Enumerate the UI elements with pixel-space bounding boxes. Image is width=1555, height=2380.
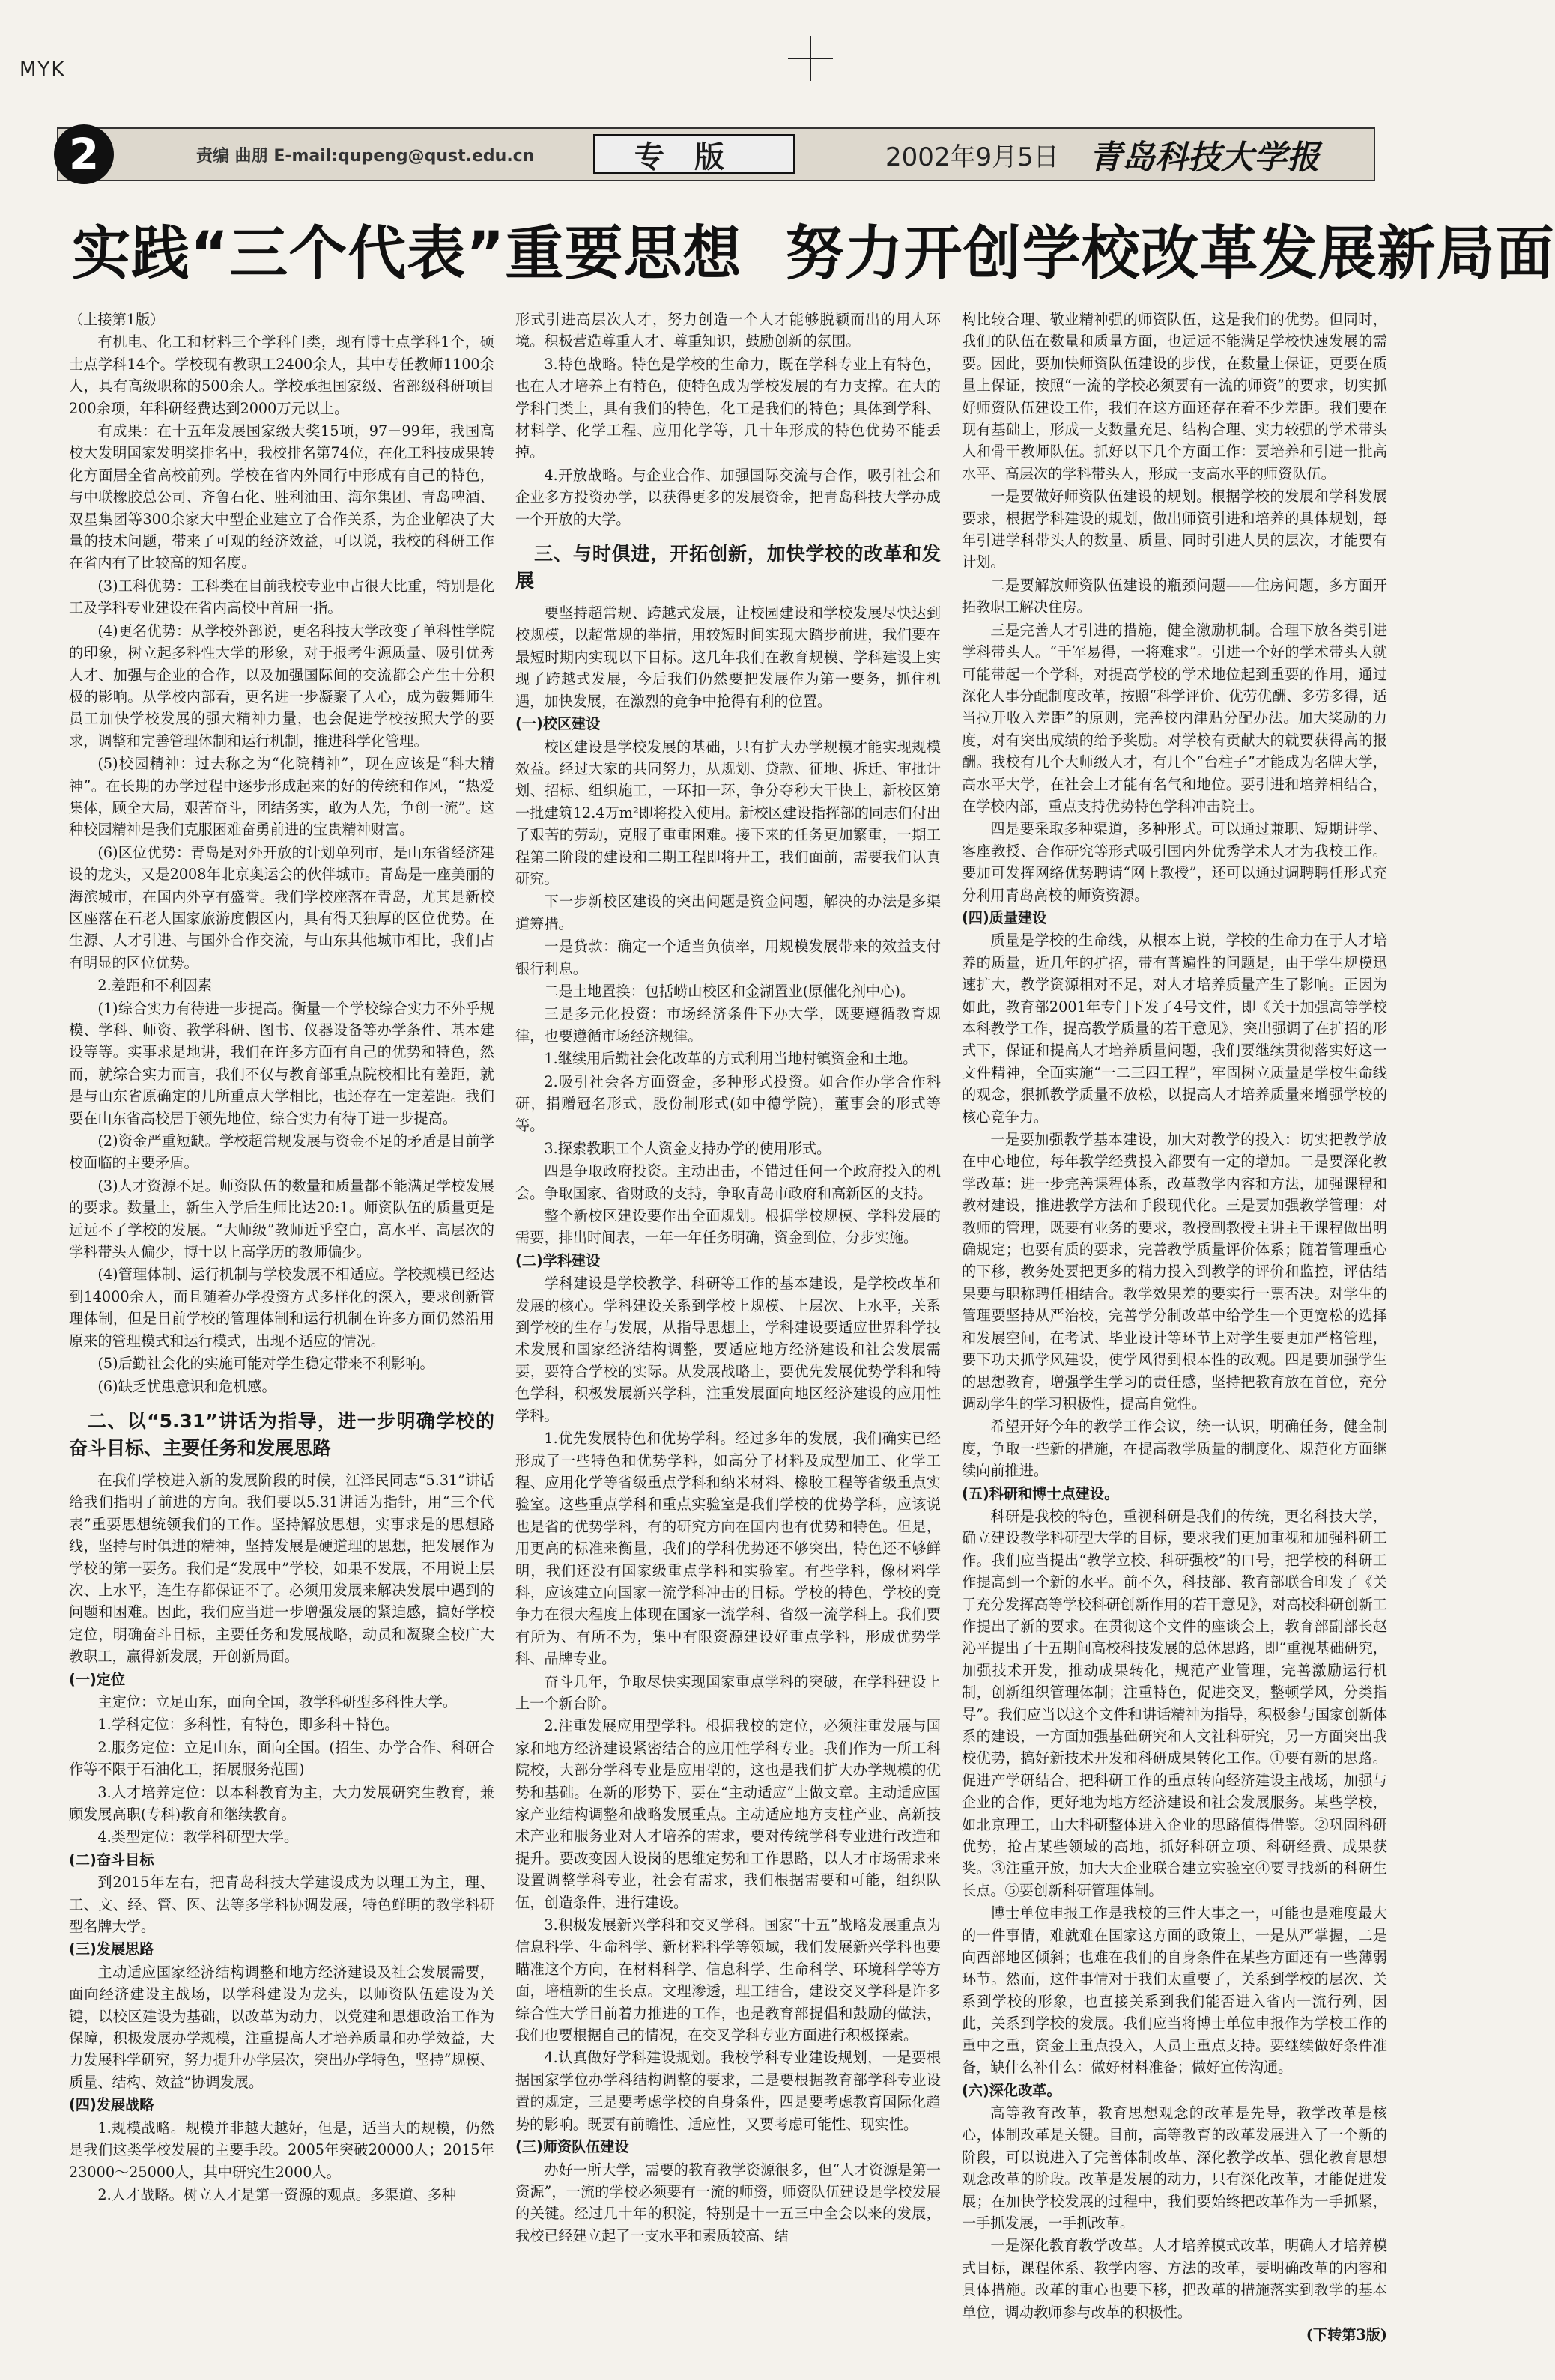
paragraph: 主动适应国家经济结构调整和地方经济建设及社会发展需要，面向经济建设主战场，以学科建设为龙头，以师资队伍建设为关键，以校区建设为基础，以改革为动力，以党建和思想政治工作为保障，积极发展办学规模，注重提高人才培养质量和办学效益，大力发展科学研究，努力提升办学层次，突出办学特色，坚持“规模、质量、结构、效益”协调发展。 (69, 1963, 494, 2091)
section-heading: 二、以“5.31”讲话为指导，进一步明确学校的奋斗目标、主要任务和发展思路 (69, 1409, 494, 1459)
paragraph: (1)综合实力有待进一步提高。衡量一个学校综合实力不外乎规模、学科、师资、教学科研、图书、仪器设备等办学条件、基本建设等等。实事求是地讲，我们在许多方面有自己的优势和特色，然而，就综合实力而言，我们不仅与教育部重点院校相比有差距，就是与山东省原确定的几所重点大学相比，也还存在一定差距。我们要在山东省高校居于领先地位，综合实力有待于进一步提高。 (69, 999, 494, 1127)
paragraph: 2.服务定位：立足山东，面向全国。(招生、办学合作、科研合作等不限于石油化工，拓展服务范围) (69, 1738, 494, 1779)
article-body (69, 309, 1387, 2353)
subsection-heading: (五)科研和博士点建设。 (962, 1484, 1119, 1502)
paragraph: 在我们学校进入新的发展阶段的时候，江泽民同志“5.31”讲话给我们指明了前进的方向。我们要以5.31讲话为指针，用“三个代表”重要思想统领我们的工作。坚持解放思想，实事求是的思想路线，坚持与时俱进的精神，坚持发展是硬道理的思想，把发展作为学校的第一要务。我们是“发展中”学校，如果不发展，不用说上层次、上水平，连生存都保证不了。必须用发展来解决发展中遇到的问题和困难。因此，我们应当进一步增强发展的紧迫感，搞好学校定位，明确奋斗目标，主要任务和发展战略，动员和凝聚全校广大教职工，赢得新发展，开创新局面。 (69, 1471, 494, 1666)
page-number-badge: 2 (54, 124, 114, 184)
paragraph: 希望开好今年的教学工作会议，统一认识，明确任务，健全制度，争取一些新的措施，在提高教学质量的制度化、规范化方面继续向前推进。 (962, 1418, 1387, 1480)
paragraph: (4)更名优势：从学校外部说，更名科技大学改变了单科性学院的印象，树立起多科性大学的形象，对于报考生源质量、吸引优秀人才、加强与企业的合作，以及加强国际间的交流都会产生十分积极的影响。从学校内部看，更名进一步凝聚了人心，成为鼓舞师生员工加快学校发展的强大精神力量，也会促进学校按照大学的要求，调整和完善管理体制和运行机制，推进科学化管理。 (69, 622, 494, 750)
paragraph: 一是贷款：确定一个适当负债率，用规模发展带来的效益支付银行利息。 (515, 938, 941, 977)
paragraph: 构比较合理、敬业精神强的师资队伍，这是我们的优势。但同时，我们的队伍在数量和质量方面，也远远不能满足学校快速发展的需要。因此，要加快师资队伍建设的步伐，在数量上保证，更要在质量上保证，按照“一流的学校必须要有一流的师资”的要求，切实抓好师资队伍建设工作，我们在这方面还存在着不少差距。我们要在现有基础上，形成一支数量充足、结构合理、实力较强的学术带头人和骨干教师队伍。抓好以下几个方面工作：要培养和引进一批高水平、高层次的学科带头人，形成一支高水平的师资队伍。 (962, 311, 1387, 482)
text-column-3 (962, 309, 1387, 2353)
paragraph: 要坚持超常规、跨越式发展，让校园建设和学校发展尽快达到校规模，以超常规的举措，用较短时间实现大踏步前进，我们要在最短时期内实现以下目标。这几年我们在教育规模、学科建设上实现了跨越式发展，今后我们仍然要把发展作为第一要务，抓住机遇，加快发展，在激烈的竞争中抢得有利的位置。 (515, 604, 941, 710)
paragraph: (4)管理体制、运行机制与学校发展不相适应。学校规模已经达到14000余人，而且随着办学投资方式多样化的深入，要求创新管理体制，但是目前学校的管理体制和运行机制在许多方面仍然沿用原来的管理模式和运行模式，出现不适应的情况。 (69, 1266, 494, 1350)
paragraph: 主定位：立足山东，面向全国，教学科研型多科性大学。 (97, 1693, 458, 1710)
paragraph: 整个新校区建设要作出全面规划。根据学校规模、学科发展的需要，排出时间表，一年一年任务明确，资金到位，分步实施。 (515, 1207, 941, 1247)
paragraph: (3)工科优势：工科类在目前我校专业中占很大比重，特别是化工及学科专业建设在省内高校中首屈一指。 (69, 577, 494, 617)
text-column-1 (69, 309, 494, 2353)
paragraph: 一是深化教育教学改革。人才培养模式改革，明确人才培养模式目标，课程体系、教学内容、方法的改革，要明确改革的内容和具体措施。改革的重心也要下移，把改革的措施落实到教学的基本单位，调动教师参与改革的积极性。 (962, 2237, 1387, 2321)
paragraph: 到2015年左右，把青岛科技大学建设成为以理工为主，理、工、文、经、管、医、法等多学科协调发展，特色鲜明的教学科研型名牌大学。 (69, 1874, 494, 1936)
paragraph: 1.继续用后勤社会化改革的方式利用当地村镇资金和土地。 (544, 1050, 918, 1068)
paragraph: 科研是我校的特色，重视科研是我们的传统，更名科技大学，确立建设教学科研型大学的目标，要求我们更加重视和加强科研工作。我们应当提出“教学立校、科研强校”的口号，把学校的科研工作提高到一个新的水平。前不久，科技部、教育部联合印发了《关于充分发挥高等学校科研创新作用的若干意见》，对高校科研创新工作提出了新的要求。在贯彻这个文件的座谈会上，教育部副部长赵沁平提出了十五期间高校科技发展的总体思路，即“重视基础研究，加强技术开发，推动成果转化，规范产业管理，完善激励运行机制，创新组织管理体制；注重特色，促进交叉，整顿学风，分类指导”。我们应当以这个文件和讲话精神为指导，积极参与国家创新体系的建设，一方面加强基础研究和人文社科研究，另一方面突出我校优势，搞好新技术开发和科研成果转化工作。①要有新的思路。促进产学研结合，把科研工作的重点转向经济建设主战场，加强与企业的合作，更好地为地方经济建设和社会发展服务。某些学校，如北京理工，山大科研整体进入企业的思路值得借鉴。②巩固科研优势，抢占某些领域的高地，抓好科研立项、科研经费、成果获奖。③注重开放，加大大企业联合建立实验室④要寻找新的科研生长点。⑤要创新科研管理体制。 (962, 1507, 1387, 1899)
paragraph: 三是完善人才引进的措施，健全激励机制。合理下放各类引进学科带头人。“千军易得，一将难求”。引进一个好的学术带头人就可能带起一个学科，对提高学校的学术地位起到重要的作用，通过深化人事分配制度改革，按照“科学评价、优劳优酬、多劳多得，适当拉开收入差距”的原则，完善校内津贴分配办法。加大奖励的力度，对有突出成绩的给予奖励。对学校有贡献大的就要获得高的报酬。我校有几个大师级人才，有几个“台柱子”才能成为名牌大学，高水平大学，在社会上才能有名气和地位。要引进和培养相结合，在学校内部，重点支持优势特色学科冲击院士。 (962, 621, 1387, 815)
headline-part-1: 实践“三个代表”重要思想 (72, 220, 742, 288)
paragraph: 二是要解放师资队伍建设的瓶颈问题——住房问题，多方面开拓教职工解决住房。 (962, 576, 1387, 616)
paragraph: 三是多元化投资：市场经济条件下办大学，既要遵循教育规律，也要遵循市场经济规律。 (515, 1005, 941, 1045)
continuation-note: （上接第1版） (69, 311, 165, 328)
paragraph: 2.注重发展应用型学科。根据我校的定位，必须注重发展与国家和地方经济建设紧密结合的应用性学科专业。我们作为一所工科院校，大部分学科专业是应用型的，这也是我们扩大办学规模的优势和基础。在新的形势下，要在“主动适应”上做文章。主动适应国家产业结构调整和战略发展重点。主动适应地方支柱产业、高新技术产业和服务业对人才培养的需求，要对传统学科专业进行改造和提升。要改变因人设岗的思维定势和工作思路，以人才市场需求来设置调整学科专业，社会有需求，我们根据需要和可能，组织队伍，创造条件，进行建设。 (515, 1717, 941, 1911)
newspaper-masthead: 青岛科技大学报 (1088, 139, 1320, 177)
headline-part-2: 努力开创学校改革发展新局面 (785, 220, 1555, 288)
paragraph: 奋斗几年，争取尽快实现国家重点学科的突破，在学科建设上上一个新台阶。 (515, 1672, 941, 1712)
paragraph: 1.规模战略。规模并非越大越好，但是，适当大的规模，仍然是我们这类学校发展的主要手段。2005年突破20000人；2015年23000～25000人，其中研究生2000人。 (69, 2119, 494, 2181)
paragraph: 四是争取政府投资。主动出击，不错过任何一个政府投入的机会。争取国家、省财政的支持，争取青岛市政府和高新区的支持。 (515, 1162, 941, 1202)
subsection-heading: (三)发展思路 (69, 1940, 154, 1958)
paragraph: 博士单位申报工作是我校的三件大事之一，可能也是难度最大的一件事情，难就难在国家这方面的政策上，一是从严掌握，二是向西部地区倾斜；也难在我们的自身条件在某些方面还有一些薄弱环节。然而，这件事情对于我们太重要了，关系到学校的层次、关系到学校的形象，也直接关系到我们能否进入省内一流行列，因此，关系到学校的发展。我们应当将博士单位申报作为学校工作的重中之重，资金上重点投入，人员上重点支持。要继续做好条件准备，缺什么补什么：做好材料准备；做好宣传沟通。 (962, 1904, 1387, 2077)
paragraph: 学科建设是学校教学、科研等工作的基本建设，是学校改革和发展的核心。学科建设关系到学校上规模、上层次、上水平，关系到学校的生存与发展，从指导思想上，学科建设要适应世界科学技术发展和国家经济结构调整，要适应地方经济建设和社会发展需要，要符合学校的实际。从发展战略上，要优先发展优势学科和特色学科，积极发展新兴学科，注重发展面向地区经济建设的应用性学科。 (515, 1275, 941, 1424)
subsection-heading: (三)师资队伍建设 (515, 2138, 629, 2156)
subsection-heading: (一)校区建设 (515, 715, 601, 733)
paragraph: (5)校园精神：过去称之为“化院精神”，现在应该是“科大精神”。在长期的办学过程中逐步形成起来的好的传统和作风，“热爱集体，顾全大局，艰苦奋斗，团结务实，敢为人先，争创一流”。这种校园精神是我们克服困难奋勇前进的宝贵精神财富。 (69, 755, 494, 839)
paragraph: 形式引进高层次人才，努力创造一个人才能够脱颖而出的用人环境。积极营造尊重人才、尊重知识，鼓励创新的氛围。 (515, 311, 941, 350)
paragraph: 2.差距和不利因素 (97, 977, 213, 995)
paragraph: 一是要加强教学基本建设，加大对教学的投入：切实把教学放在中心地位，每年教学经费投入都要有一定的增加。二是要深化教学改革：进一步完善课程体系，改革教学内容和方法，加强课程和教材建设，推进教学方法和手段现代化。三是要加强教学管理：对教师的管理，既要有业务的要求，教授副教授主讲主干课程做出明确规定；也要有质的要求，完善教学质量评价体系；随着管理重心的下移，教务处要把更多的精力投入到教学的评价和监控，评估结果要与职称聘任相结合。教学效果差的要实行一票否决。对学生的管理要坚持从严治校，完善学分制改革中给学生一个更宽松的选择和发展空间，在考试、毕业设计等环节上对学生要更加严格管理，要下功夫抓学风建设，使学风得到根本性的改观。四是要加强学生的思想教育，增强学生学习的责任感，坚持把教育放在首位，充分调动学生的学习积极性，提高自觉性。 (962, 1131, 1387, 1412)
paragraph: (3)人才资源不足。师资队伍的数量和质量都不能满足学校发展的要求。数量上，新生入学后生师比达20:1。师资队伍的质量更是远远不了学校的发展。“大师级”教师近乎空白，高水平、高层次的学科带头人偏少，博士以上高学历的教师偏少。 (69, 1177, 494, 1261)
paragraph: 4.开放战略。与企业合作、加强国际交流与合作，吸引社会和企业多方投资办学，以获得更多的发展资金，把青岛科技大学办成一个开放的大学。 (515, 466, 941, 528)
paragraph: 1.优先发展特色和优势学科。经过多年的发展，我们确实已经形成了一些特色和优势学科，如高分子材料及成型加工、化学工程、应用化学等省级重点学科和纳米材料、橡胶工程等省级重点实验室。这些重点学科和重点实验室是我们学校的优势学科，应该说也是省的优势学科，有的研究方向在国内也有优势和特色。但是，用更高的标准来衡量，我们的学科优势还不够突出，特色还不够鲜明，我们还没有国家级重点学科和实验室。有些学科，像材料学科，应该建立向国家一流学科冲击的目标。学校的特色，学校的竞争力在很大程度上体现在国家一流学科、省级一流学科上。我们要有所为、有所不为，集中有限资源建设好重点学科，形成优势学科、品牌专业。 (515, 1430, 941, 1668)
paragraph: (5)后勤社会化的实施可能对学生稳定带来不利影响。 (97, 1355, 434, 1373)
paragraph: 3.特色战略。特色是学校的生命力，既在学科专业上有特色，也在人才培养上有特色，使特色成为学校发展的有力支撑。在大的学科门类上，具有我们的特色，化工是我们的特色；具体到学科、材料学、化学工程、应用化学等，几十年形成的特色优势不能丢掉。 (515, 355, 941, 461)
paragraph: 2.人才战略。树立人才是第一资源的观点。多渠道、多种 (97, 2185, 457, 2203)
issue-date: 2002年9月5日 (885, 142, 1059, 172)
paragraph: 办好一所大学，需要的教育教学资源很多，但“人才资源是第一资源”，一流的学校必须要有一流的师资，师资队伍建设是学校发展的关键。经过几十年的积淀，特别是十一五三中全会以来的发展，我校已经建立起了一支水平和素质较高、结 (515, 2161, 941, 2244)
color-registration-label: MYK (19, 58, 66, 81)
paragraph: 2.吸引社会各方面资金，多种形式投资。如合作办学合作科研，捐赠冠名形式，股份制形式(如中德学院)，董事会的形式等等。 (515, 1072, 941, 1135)
paragraph: 3.积极发展新兴学科和交叉学科。国家“十五”战略发展重点为信息科学、生命科学、新材料科学等领域，我们发展新兴学科也要瞄准这个方向，在材料科学、信息科学、生命科学、环境科学等方面，培植新的生长点。文理渗透，理工结合，建设交叉学科是许多综合性大学目前着力推进的工作，也是教育部提倡和鼓励的做法，我们也要根据自己的情况，在交叉学科专业方面进行积极探索。 (515, 1916, 941, 2044)
paragraph: 3.人才培养定位：以本科教育为主，大力发展研究生教育，兼顾发展高职(专科)教育和继续教育。 (69, 1783, 494, 1823)
subsection-heading: (二)学科建设 (515, 1251, 601, 1269)
paragraph: (6)缺乏忧患意识和危机感。 (97, 1377, 276, 1395)
subsection-heading: (六)深化改革。 (962, 2081, 1061, 2099)
paragraph: (6)区位优势：青岛是对外开放的计划单列市，是山东省经济建设的龙头，又是2008年北京奥运会的伙伴城市。青岛是一座美丽的海滨城市，在国内外享有盛誉。我们学校座落在青岛，尤其是新校区座落在石老人国家旅游度假区内，具有得天独厚的区位优势。在生源、人才引进、与国外合作交流，与山东其他城市相比，我们占有明显的区位优势。 (69, 843, 494, 971)
continuation-note: (下转第3版) (1306, 2325, 1387, 2343)
article-headline (72, 207, 1555, 291)
registration-cross-mark (788, 36, 833, 81)
subsection-heading: (二)奋斗目标 (69, 1851, 154, 1869)
subsection-heading: (四)发展战略 (69, 2096, 154, 2114)
paragraph: 校区建设是学校发展的基础，只有扩大办学规模才能实现规模效益。经过大家的共同努力，从规划、贷款、征地、拆迁、审批计划、招标、组织施工，一环扣一环，争分夺秒大干快上，新校区第一批建筑12.4万m²即将投入使用。新校区建设指挥部的同志们付出了艰苦的劳动，克服了重重困难。接下来的任务更加繁重，一期工程第二阶段的建设和二期工程即将开工，我们面前，需要我们认真研究。 (515, 738, 941, 887)
paragraph: 3.探索教职工个人资金支持办学的使用形式。 (544, 1139, 831, 1157)
page-header-bar (57, 127, 1375, 181)
paragraph: 高等教育改革，教育思想观念的改革是先导，教学改革是核心，体制改革是关键。目前，高等教育的改革发展进入了一个新的阶段，可以说进入了完善体制改革、深化教学改革、强化教育思想观念改革的阶段。改革是发展的动力，只有深化改革，才能促进发展；在加快学校发展的过程中，我们要始终把改革作为一手抓紧，一手抓发展，一手抓改革。 (962, 2104, 1387, 2232)
paragraph: 1.学科定位：多科性，有特色，即多科＋特色。 (97, 1716, 399, 1734)
paragraph: 下一步新校区建设的突出问题是资金问题，解决的办法是多渠道筹措。 (515, 893, 941, 932)
paragraph: 二是土地置换：包括崂山校区和金湖置业(原催化剂中心)。 (544, 982, 915, 1000)
paragraph: 一是要做好师资队伍建设的规划。根据学校的发展和学科发展要求，根据学科建设的规划，做出师资引进和培养的具体规划，每年引进学科带头人的数量、质量、同时引进人员的层次，才能要有计划。 (962, 488, 1387, 571)
paragraph: 4.类型定位：教学科研型大学。 (97, 1828, 299, 1846)
paragraph: 四是要采取多种渠道，多种形式。可以通过兼职、短期讲学、客座教授、合作研究等形式吸引国内外优秀学术人才为我校工作。要加可发挥网络优势聘请“网上教授”，还可以通过调聘聘任形式充分利用青岛高校的师资资源。 (962, 820, 1387, 904)
paragraph: (2)资金严重短缺。学校超常规发展与资金不足的矛盾是目前学校面临的主要矛盾。 (69, 1132, 494, 1172)
paragraph: 有机电、化工和材料三个学科门类，现有博士点学科1个，硕士点学科14个。学校现有教职工2400余人，其中专任教师1100余人，具有高级职称的500余人。学校承担国家级、省部级科研项目200余项，年科研经费达到2000万元以上。 (69, 333, 494, 417)
paragraph: 有成果：在十五年发展国家级大奖15项，97－99年，我国高校大发明国家发明奖排名中，我校排名第74位，在化工科技成果转化方面居全省高校前列。学校在省内外同行中形成有自己的特色，与中联橡胶总公司、齐鲁石化、胜利油田、海尔集团、青岛啤酒、双星集团等300余家大中型企业建立了合作关系，为企业解决了大量的技术问题，带来了可观的经济效益，可以说，我校的科研工作在省内有了比较高的知名度。 (69, 422, 494, 572)
paragraph: 质量是学校的生命线，从根本上说，学校的生命力在于人才培养的质量，近几年的扩招，带有普遍性的问题是，由于学生规模迅速扩大，教学资源相对不足，对人才培养质量产生了影响。正因为如此，教育部2001年专门下发了4号文件，即《关于加强高等学校本科教学工作，提高教学质量的若干意见》，突出强调了在扩招的形式下，保证和提高人才培养质量问题，我们要继续贯彻落实好这一文件精神，全面实施“一二三四工程”，牢固树立质量是学校生命线的观念，狠抓教学质量不放松，以提高人才培养质量来增强学校的核心竞争力。 (962, 932, 1387, 1126)
subsection-heading: (一)定位 (69, 1670, 126, 1688)
paragraph: 4.认真做好学科建设规划。我校学科专业建设规划，一是要根据国家学位办学科结构调整的要求，二是要根据教育部学科专业设置的规定，三是要考虑学校的自身条件，四是要考虑教育国际化趋势的影响。既要有前瞻性、适应性，又要考虑可能性、现实性。 (515, 2049, 941, 2133)
section-title: 专版 (593, 134, 795, 174)
editor-credit: 责编 曲朋 E-mail:qupeng@qust.edu.cn (196, 146, 535, 166)
subsection-heading: (四)质量建设 (962, 908, 1047, 926)
text-column-2 (515, 309, 941, 2353)
section-heading: 三、与时俱进，开拓创新，加快学校的改革和发展 (515, 543, 941, 592)
